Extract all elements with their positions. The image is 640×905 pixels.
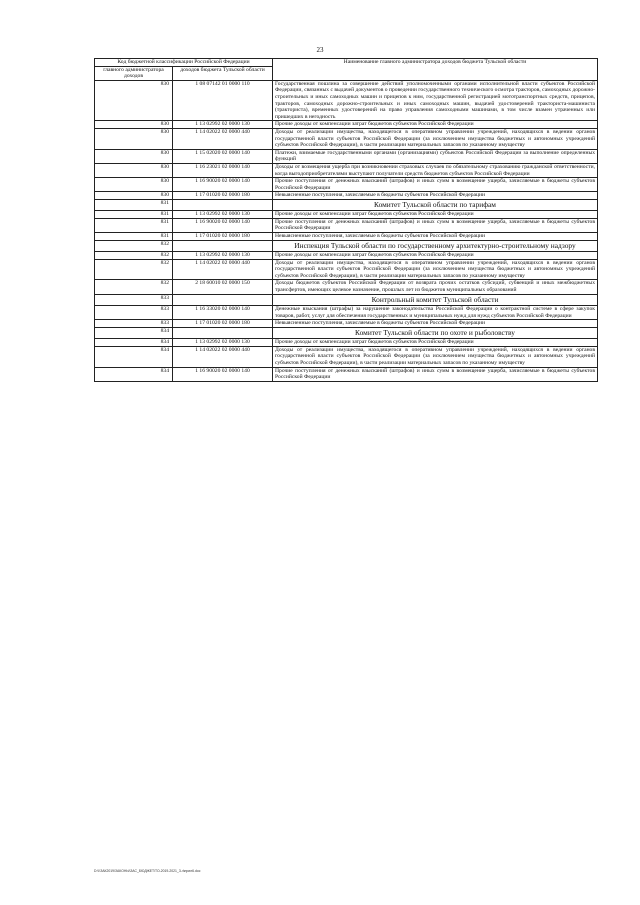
income-code-cell: 1 13 02992 02 0000 130 xyxy=(173,121,273,129)
income-name-cell: Доходы от реализации имущества, находящегося в оперативном управлении учреждений, находящихся в ведении органов государственной власти субъектов Российской Федерации (за исключением имущества бюджетных и автономных учреждений субъектов Российской Федерации), в части реализации материальных запасов по указанному имуществу xyxy=(273,259,598,280)
admin-code-cell: 830 xyxy=(95,80,173,121)
table-row xyxy=(95,80,598,121)
income-name-cell: Прочие поступления от денежных взысканий (штрафов) и иных сумм в возмещение ущерба, зачисляемые в бюджеты субъектов Российской Федерации xyxy=(273,218,598,232)
income-name-cell: Прочие доходы от компенсации затрат бюджетов субъектов Российской Федерации xyxy=(273,339,598,347)
income-code-cell: 1 17 01020 02 0000 180 xyxy=(173,192,273,200)
income-name-cell: Доходы от реализации имущества, находящегося в оперативном управлении учреждений, находящихся в ведении органов государственной власти субъектов Российской Федерации (за исключением имущества бюджетных и автономных учреждений субъектов Российской Федерации), в части реализации материальных запасов по указанному имуществу xyxy=(273,128,598,149)
table-row xyxy=(95,339,598,347)
section-row xyxy=(95,199,598,210)
income-name-cell: Платежи, взимаемые государственными органами (организациями) субъектов Российской Федерации за выполнение определенных функций xyxy=(273,149,598,163)
table-row xyxy=(95,149,598,163)
admin-code-cell: 833 xyxy=(95,306,173,320)
income-name-cell: Доходы от возмещения ущерба при возникновении страховых случаев по обязательному страхованию гражданской ответственности, когда выгодоприобретателями выступают получатели средств бюджетов субъектов Российской Федерации xyxy=(273,163,598,177)
table-row xyxy=(95,346,598,367)
income-code-cell: 1 16 90020 02 0000 140 xyxy=(173,218,273,232)
admin-code-cell: 830 xyxy=(95,128,173,149)
table-row xyxy=(95,320,598,328)
table-row xyxy=(95,178,598,192)
admin-code-cell: 830 xyxy=(95,192,173,200)
income-name-cell: Доходы бюджетов субъектов Российской Федерации от возврата прочих остатков субсидий, субвенций и иных межбюджетных трансфертов, имеющих целевое назначение, прошлых лет из бюджетов муниципальных образований xyxy=(273,280,598,294)
income-code-cell: 1 17 01020 02 0000 180 xyxy=(173,320,273,328)
header-kbk-group: Код бюджетной классификации Российской Федерации xyxy=(95,59,273,67)
section-row xyxy=(95,327,598,338)
table-row xyxy=(95,259,598,280)
admin-code-cell: 830 xyxy=(95,149,173,163)
budget-income-table xyxy=(94,58,598,382)
admin-code-cell: 834 xyxy=(95,367,173,381)
income-code-cell: 1 14 02022 02 0000 440 xyxy=(173,346,273,367)
section-title-cell: Инспекция Тульской области по государственному архитектурно-строительному надзору xyxy=(273,240,598,251)
admin-code-cell: 830 xyxy=(95,163,173,177)
header-name-column: Наименование главного администратора доходов бюджета Тульской области xyxy=(273,59,598,81)
header-income-column: доходов бюджета Тульской области xyxy=(173,66,273,80)
income-code-cell: 1 17 01020 02 0000 180 xyxy=(173,233,273,241)
income-name-cell: Прочие поступления от денежных взысканий (штрафов) и иных сумм в возмещение ущерба, зачисляемые в бюджеты субъектов Российской Федерации xyxy=(273,367,598,381)
income-code-cell: 1 16 33020 02 0000 140 xyxy=(173,306,273,320)
income-name-cell: Невыясненные поступления, зачисляемые в бюджеты субъектов Российской Федерации xyxy=(273,233,598,241)
admin-code-cell: 830 xyxy=(95,121,173,129)
income-name-cell: Прочие поступления от денежных взысканий (штрафов) и иных сумм в возмещение ущерба, зачисляемые в бюджеты субъектов Российской Федерации xyxy=(273,178,598,192)
income-name-cell: Государственная пошлина за совершение действий уполномоченными органами исполнительной власти субъектов Российской Федерации, связанных с выдачей документов о проведении государственного технического осмотра тракторов, самоходных дорожно-строительных и иных самоходных машин и прицепов к ним, государственной регистрацией мототранспортных средств, прицепов, тракторов, самоходных дорожно-строительных и иных самоходных машин, выдачей удостоверений тракториста-машиниста (тракториста), временных удостоверений на право управления самоходными машинами, в том числе взамен утраченных или пришедших в негодность xyxy=(273,80,598,121)
table-body xyxy=(95,80,598,381)
table-row xyxy=(95,233,598,241)
income-name-cell: Прочие доходы от компенсации затрат бюджетов субъектов Российской Федерации xyxy=(273,211,598,219)
table-row xyxy=(95,367,598,381)
income-code-cell: 1 16 23021 02 0000 140 xyxy=(173,163,273,177)
admin-code-cell: 832 xyxy=(95,240,173,251)
section-title-cell: Комитет Тульской области по тарифам xyxy=(273,199,598,210)
income-code-cell: 1 14 02022 02 0000 440 xyxy=(173,128,273,149)
admin-code-cell: 831 xyxy=(95,233,173,241)
income-code-cell: 1 13 02992 02 0000 130 xyxy=(173,252,273,260)
table-row xyxy=(95,280,598,294)
admin-code-cell: 831 xyxy=(95,199,173,210)
admin-code-cell: 832 xyxy=(95,280,173,294)
income-code-cell: 1 16 90020 02 0000 140 xyxy=(173,367,273,381)
income-code-cell: 1 15 02020 02 0000 140 xyxy=(173,149,273,163)
income-name-cell: Прочие доходы от компенсации затрат бюджетов субъектов Российской Федерации xyxy=(273,252,598,260)
income-name-cell: Невыясненные поступления, зачисляемые в бюджеты субъектов Российской Федерации xyxy=(273,192,598,200)
table-row xyxy=(95,252,598,260)
admin-code-cell: 834 xyxy=(95,346,173,367)
income-code-cell xyxy=(173,240,273,251)
admin-code-cell: 831 xyxy=(95,218,173,232)
income-name-cell: Доходы от реализации имущества, находящегося в оперативном управлении учреждений, находящихся в ведении органов государственной власти субъектов Российской Федерации (за исключением имущества бюджетных и автономных учреждений субъектов Российской Федерации), в части реализации материальных запасов по указанному имуществу xyxy=(273,346,598,367)
income-code-cell: 1 16 90020 02 0000 140 xyxy=(173,178,273,192)
section-row xyxy=(95,294,598,305)
table-row xyxy=(95,121,598,129)
admin-code-cell: 831 xyxy=(95,211,173,219)
table-row xyxy=(95,192,598,200)
income-code-cell xyxy=(173,327,273,338)
admin-code-cell: 834 xyxy=(95,339,173,347)
admin-code-cell: 833 xyxy=(95,320,173,328)
income-name-cell: Невыясненные поступления, зачисляемые в бюджеты субъектов Российской Федерации xyxy=(273,320,598,328)
table-row xyxy=(95,218,598,232)
table-row xyxy=(95,128,598,149)
income-code-cell xyxy=(173,199,273,210)
page-number: 23 xyxy=(316,46,324,54)
section-title-cell: Комитет Тульской области по охоте и рыболовству xyxy=(273,327,598,338)
admin-code-cell: 830 xyxy=(95,178,173,192)
table-row xyxy=(95,163,598,177)
admin-code-cell: 832 xyxy=(95,259,173,280)
section-title-cell: Контрольный комитет Тульской области xyxy=(273,294,598,305)
table-row xyxy=(95,211,598,219)
admin-code-cell: 834 xyxy=(95,327,173,338)
section-row xyxy=(95,240,598,251)
table-row xyxy=(95,306,598,320)
income-code-cell: 2 18 60010 02 0000 150 xyxy=(173,280,273,294)
income-code-cell: 1 08 07142 01 0000 110 xyxy=(173,80,273,121)
income-code-cell xyxy=(173,294,273,305)
income-code-cell: 1 13 02992 02 0000 130 xyxy=(173,211,273,219)
admin-code-cell: 833 xyxy=(95,294,173,305)
income-code-cell: 1 13 02992 02 0000 130 xyxy=(173,339,273,347)
income-code-cell: 1 14 02022 02 0000 440 xyxy=(173,259,273,280)
income-name-cell: Денежные взыскания (штрафы) за нарушение законодательства Российской Федерации о контрактной системе в сфере закупок товаров, работ, услуг для обеспечения государственных и муниципальных нужд для нужд субъектов Российской Федерации xyxy=(273,306,598,320)
footer-file-path: D:\!\ЗАК2019\ЗАКОНЫ\ЗАС_БЮДЖЕТ\ТО-2019-2021_3-ч\прил6.doc xyxy=(94,869,201,873)
admin-code-cell: 832 xyxy=(95,252,173,260)
income-name-cell: Прочие доходы от компенсации затрат бюджетов субъектов Российской Федерации xyxy=(273,121,598,129)
header-admin-column: главного администратора доходов xyxy=(95,66,173,80)
table-header xyxy=(95,59,598,81)
